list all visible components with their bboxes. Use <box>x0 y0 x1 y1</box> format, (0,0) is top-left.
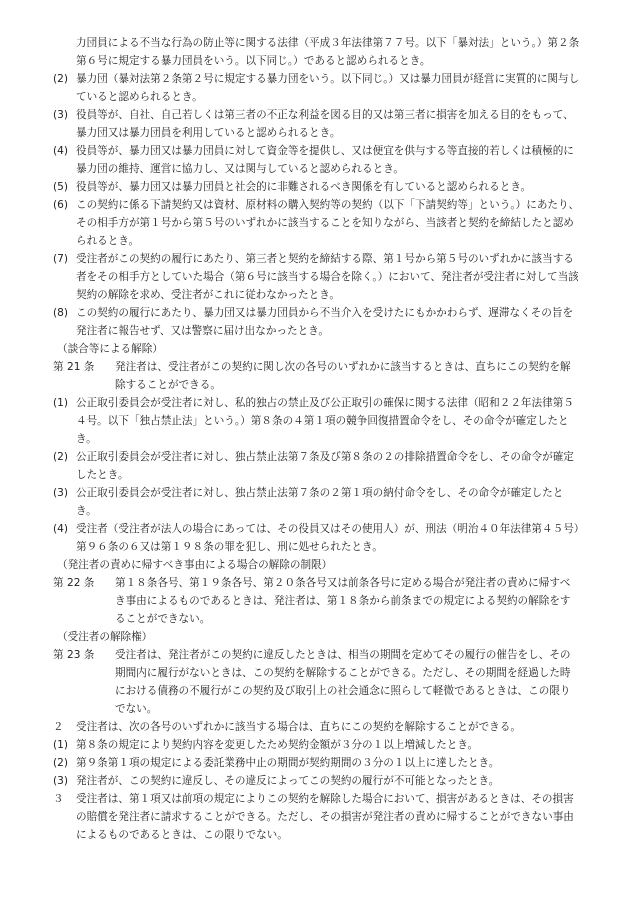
list-item <box>53 520 580 556</box>
list-item <box>53 250 580 304</box>
list-item <box>53 70 580 106</box>
item-number: (1) <box>53 739 69 751</box>
item-number: (2) <box>53 73 69 85</box>
paragraph-number: ２ <box>53 721 64 733</box>
item-text: 第９条第１項の規定による委託業務中止の期間が契約期間の３分の１以上に達したとき。 <box>76 757 500 769</box>
list-item <box>53 196 580 250</box>
item-text: 発注者が、この契約に違反し、その違反によってこの契約の履行が不可能となったとき。 <box>76 775 500 787</box>
item-number: (3) <box>53 109 69 121</box>
list-item <box>53 178 580 196</box>
item-text: 公正取引委員会が受注者に対し、独占禁止法第７条及び第８条の２の排除措置命令をし、その命令が確定したとき。 <box>76 451 574 481</box>
list-item <box>53 304 580 340</box>
item-text: 役員等が、暴力団又は暴力団員に対して資金等を提供し、又は便宜を供与する等直接的若しくは積極的に暴力団の維持、運営に協力し、又は関与していると認められるとき。 <box>76 145 574 175</box>
item-number: (2) <box>53 757 69 769</box>
article-23 <box>53 646 580 718</box>
item-text: 第８条の規定により契約内容を変更したため契約金額が３分の１以上増減したとき。 <box>76 739 479 751</box>
item-text: 役員等が、暴力団又は暴力団員と社会的に非難されるべき関係を有していると認められるとき。 <box>76 181 532 193</box>
list-item <box>53 754 580 772</box>
article-text: 受注者は、発注者がこの契約に違反したときは、相当の期間を定めてその履行の催告をし、その期間内に履行がないときは、この契約を解除することができる。ただし、その期間を経過した時における債務の不履行がこの契約及び取引上の社会通念に照らして軽微であるときは、この限りでない。 <box>115 649 571 715</box>
paragraph-number: ３ <box>53 793 64 805</box>
item-number: (8) <box>53 307 69 319</box>
item-text: 受注者（受注者が法人の場合にあっては、その役員又はその使用人）が、刑法（明治４０年法律第４５号）第９６条の６又は第１９８条の罪を犯し、刑に処せられたとき。 <box>76 523 580 553</box>
item-text: 受注者がこの契約の履行にあたり、第三者と契約を締結する際、第１号から第５号のいずれかに該当する者をその相手方としていた場合（第６号に該当する場合を除く。）において、発注者が受注者に対して当該契約の解除を求め、受注者がこれに従わなかったとき。 <box>76 253 579 301</box>
intro-paragraph: 力団員による不当な行為の防止等に関する法律（平成３年法律第７７号。以下「暴対法」という。）第２条第６号に規定する暴力団員をいう。以下同じ。）であると認められるとき。 <box>76 37 580 67</box>
list-item <box>53 772 580 790</box>
item-text: 公正取引委員会が受注者に対し、独占禁止法第７条の２第１項の納付命令をし、その命令が確定したとき。 <box>76 487 564 517</box>
item-text: 役員等が、自社、自己若しくは第三者の不正な利益を図る目的又は第三者に損害を加える目的をもって、暴力団又は暴力団員を利用していると認められるとき。 <box>76 109 574 139</box>
article-number: 第 22 条 <box>53 577 95 589</box>
item-number: (2) <box>53 451 69 463</box>
item-number: (4) <box>53 145 69 157</box>
section-heading: （受注者の解除権） <box>57 631 153 643</box>
item-number: (3) <box>53 775 69 787</box>
paragraph-2 <box>53 718 580 736</box>
article-text: 発注者は、受注者がこの契約に関し次の各号のいずれかに該当するときは、直ちにこの契約を解除することができる。 <box>115 361 571 391</box>
paragraph-text: 受注者は、次の各号のいずれかに該当する場合は、直ちにこの契約を解除することができる。 <box>76 721 521 733</box>
list-item <box>53 106 580 142</box>
item-number: (1) <box>53 397 69 409</box>
paragraph-text: 受注者は、第１項又は前項の規定によりこの契約を解除した場合において、損害があるときは、その損害の賠償を発注者に請求することができる。ただし、その損害が発注者の責めに帰することができない事由によるものであるときは、この限りでない。 <box>76 793 574 841</box>
article-21 <box>53 358 580 394</box>
list-item <box>53 394 580 448</box>
article-number: 第 21 条 <box>53 361 95 373</box>
item-number: (6) <box>53 199 69 211</box>
item-text: 暴力団（暴対法第２条第２号に規定する暴力団をいう。以下同じ。）又は暴力団員が経営に実質的に関与していると認められるとき。 <box>76 73 580 103</box>
item-text: この契約の履行にあたり、暴力団又は暴力団員から不当介入を受けたにもかかわらず、遅滞なくその旨を発注者に報告せず、又は警察に届け出なかったとき。 <box>76 307 574 337</box>
item-number: (7) <box>53 253 69 265</box>
item-number: (3) <box>53 487 69 499</box>
item-text: この契約に係る下請契約又は資材、原材料の購入契約等の契約（以下「下請契約等」という。）にあたり、その相手方が第１号から第５号のいずれかに該当することを知りながら、当該者と契約を締結したと認められるとき。 <box>76 199 580 247</box>
paragraph-3 <box>53 790 580 844</box>
article-number: 第 23 条 <box>53 649 95 661</box>
item-number: (5) <box>53 181 69 193</box>
article-22 <box>53 574 580 628</box>
item-number: (4) <box>53 523 69 535</box>
list-item <box>53 142 580 178</box>
section-heading: （談合等による解除） <box>57 343 163 355</box>
list-item <box>53 736 580 754</box>
list-item <box>53 448 580 484</box>
article-text: 第１８条各号、第１９条各号、第２０条各号又は前条各号に定める場合が発注者の責めに帰すべき事由によるものであるときは、発注者は、第１８条から前条までの規定による契約の解除をすることができない。 <box>115 577 571 625</box>
section-heading: （発注者の責めに帰すべき事由による場合の解除の制限） <box>57 559 333 571</box>
list-item <box>53 484 580 520</box>
item-text: 公正取引委員会が受注者に対し、私的独占の禁止及び公正取引の確保に関する法律（昭和２２年法律第５４号。以下「独占禁止法」という。）第８条の４第１項の競争回復措置命令をし、その命令が確定したとき。 <box>76 397 574 445</box>
